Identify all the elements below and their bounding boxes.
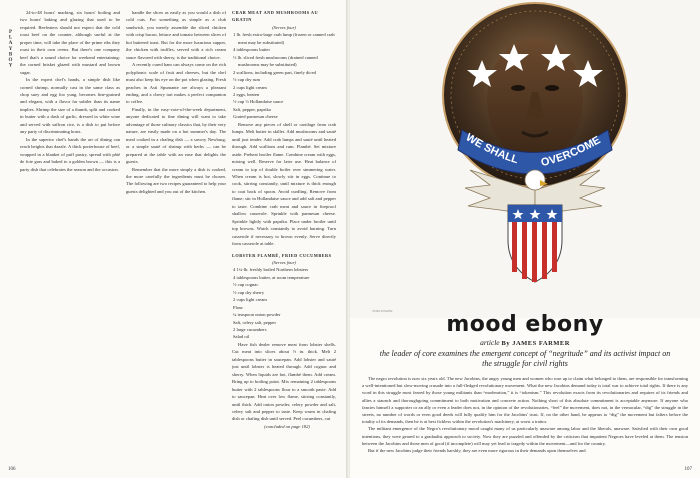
- ingredient: ½ cup dry rum: [233, 77, 261, 83]
- recipe-method: Remove any pieces of shell or cartilage from crab lumps. Melt butter in skillet. Add mushrooms and sauté until just tender. Add crab lumps and sauté until heated through. Add scallions and rum. Flambé. Set mixture aside. Preheat broiler flame. Combine cream with eggs, mixing well. Reserve for later use. Heat balance of cream to top of double boiler over simmering water. When cream is hot, slowly stir in eggs. Continue to cook, stirring constantly, until mixture is thick enough to coat back of spoon. Avoid curdling. Remove from flame; stir in Hollandaise sauce and add salt and pepper to taste. Combine crab meat and sauce in fireproof shallow casserole. Sprinkle with parmesan cheese. Sprinkle lightly with paprika. Place under broiler until top browns. Watch constantly to avoid burning. Turn casserole if necessary to brown evenly. Serve directly from casserole at table.: [232, 121, 336, 247]
- magazine-side-label: PLAYBOY: [8, 30, 13, 70]
- paragraph: In the expert chef's hands, a simple dish like corned shrimp, normally cast in the same class as chop suey and egg foo yung, becomes fine-grained and elegant, with a flavor far subtler than its name implies. Shrimp the size of a thumb, split and cooked in butter with a dash of garlic, dressed in white wine and served with saffron rice, is a dish to put before any party of discriminating hosts.: [20, 77, 120, 135]
- recipe-method: Have fish dealer remove meat from lobster shells. Cut meat into slices about ½ in. thick. Melt 2 tablespoons butter in saucepan. Add lobster and sauté just until lobster is heated through. Add cognac and sherry. When liquids are hot, flambé them. Add cream. Bring up to boiling point. Mix remaining 2 tablespoons butter with 2 tablespoons flour to a smooth paste. Add to saucepan. Heat over low flame, stirring constantly, until thick. Add onion powder, celery powder and salt, celery salt and pepper to taste. Keep warm in chafing dish or chafing dish until served. Peel cucumbers, cut: [232, 341, 336, 422]
- paragraph: The negro revolution is now six years old. The new Jacobins, the angry young men and women who rose up to claim what belonged to them, are responsible for transforming a well-intentioned but slow-moving crusade into a full-fledged revolutionary movement. What the new Jacobins demand today is total war to achieve total rights. If there is any word in this struggle most feared by those young militants than “moderation,” it is “tokenism.” This revolution exacts from its revolutionaries and requires of its friends and allies a staunch and thoroughgoing commitment to both motivation and concrete action. Nothing short of this absolute commitment is acceptable anymore. If anyone who fancies himself a supporter or an ally or even a leader does not, in the opinion of the revolutionaries, “feel” the movement, does not, in the vernacular, “dig” the struggle in the streets, no number of words or even good deeds will fully qualify him for the Jacobins' trust. If, on the other hand, he appears to “dig” the movement but falters before the totality of its demands, then he is at best fickless within the revolution's machinery, at worst a traitor.: [362, 376, 688, 425]
- paragraph: handle the slices as easily as you would a dish of cold cuts. For something as simple as a club sandwich, you merely assemble the sliced chicken with crisp bacon, lettuce and tomato between slices of hot buttered toast. But for the more luxurious supper, the chicken with truffles, served with a rich cream sauce flavored with sherry, is the traditional choice.: [126, 10, 226, 60]
- paragraph: 24-to-48 hours' marking, six hours' boiling and two hours' baking and glazing that used to be required. Beefeaters should not expect that the cold roast beef on the counter, although useful at the proper time, will take the place of the prime ribs they roast in their own ovens. But there's one company beef that's a sound choice for weekend entertaining: the corned brisket glazed with mustard and brown sugar.: [20, 10, 120, 75]
- ingredient: Salad oil: [233, 334, 250, 340]
- paragraph: In the superior chef's hands the art of dining can reach heights that dazzle. A thick porterhouse of beef, wrapped in a blanket of puff pastry, spread with pâté de foie gras and baked to a golden brown — this is a party dish that celebrates the season and the occasion.: [20, 136, 120, 172]
- ingredient: 4 1¼-lb. freshly boiled Northern lobsters: [233, 267, 309, 273]
- ingredient: 2 eggs, beaten: [233, 91, 260, 97]
- recipe-title: CRAB MEAT AND MUSHROOMS AU GRATIN: [232, 10, 319, 23]
- byline-prefix: article: [480, 338, 500, 347]
- ingredient: ½ cup dry sherry: [233, 289, 265, 295]
- paragraph: Finally, in the easy-vote-of-the-week department, anyone dedicated to fine dining will want to take advantage of those culinary classics that, by their very nature, are easily made on a hot summer's day. The meal cooked in a chafing dish — a savory Newburg, or a simple sauté of shrimp with herbs — can be prepared at the table with an ease that delights the guests.: [126, 106, 226, 165]
- shield-icon: [508, 205, 562, 282]
- ingredient: Flour: [233, 304, 243, 310]
- ingredient: 2 large cucumbers: [233, 327, 267, 333]
- page-number-right: 107: [684, 467, 692, 472]
- article-column-2: [126, 9, 226, 457]
- illustration-credit: TOM UNGER: [372, 309, 393, 313]
- ingredient: Salt, celery salt, pepper: [233, 319, 276, 325]
- article-dek: the leader of core examines the emergent concept of “negritude” and its activist impact on the struggle for civil rights: [379, 349, 671, 368]
- paragraph: Remember that the more simply a dish is cooked, the more carefully the ingredients must be chosen. The following are two recipes guaranteed to help your guests delighted and you out of the kitchen.: [126, 166, 226, 194]
- eye-right: [545, 85, 559, 91]
- illustration: [350, 0, 700, 318]
- recipe-title: LOBSTER FLAMBÉ, FRIED CUCUMBERS: [232, 252, 332, 258]
- page-number-left: 106: [8, 467, 16, 472]
- ingredient: ½ cup ½ Hollandaise sauce: [233, 99, 284, 105]
- ingredient: 2 cups light cream: [233, 84, 267, 90]
- ingredient: ½ lb. sliced fresh mushrooms (drained canned mushrooms may be substituted): [233, 54, 318, 68]
- banner-right-text: OVERCOME: [539, 134, 603, 170]
- ingredient: 2 scallions, including green part, finely diced: [233, 69, 316, 75]
- byline: [350, 338, 700, 347]
- ingredient: 4 tablespoons butter: [233, 47, 270, 53]
- ingredient: Salt, pepper, paprika: [233, 106, 271, 112]
- article-body: [362, 375, 688, 468]
- ingredient: 4 tablespoons butter, at room temperature: [233, 274, 310, 280]
- we-shall-overcome-illustration: [350, 0, 700, 318]
- byline-author: By JAMES FARMER: [501, 340, 570, 347]
- ingredient: 2 cups light cream: [233, 297, 267, 303]
- article-headline: mood ebony: [446, 312, 604, 337]
- ingredient: Grated parmesan cheese: [233, 114, 278, 120]
- banner-left-text: WE SHALL: [463, 131, 520, 167]
- paragraph: But if the new Jacobins judge their friends harshly, they are even more rigorous in their demands upon themselves and: [368, 448, 586, 454]
- recipe-column: [232, 9, 336, 469]
- ingredient: ½ cup cognac: [233, 282, 259, 288]
- eye-left: [511, 85, 525, 91]
- recipe-serves: (Serves four): [272, 259, 296, 265]
- ingredient: 1 lb. fresh extra-large crab lump (frozen or canned crab meat may be substituted): [233, 32, 335, 45]
- paragraph: The militant emergence of the Negro's revolutionary mood caught many of us particularly unaware among labor and the liberals, unaware. Satisfied with their own good intentions, they were geared to a gradualist approach to society. Now they are puzzled and offended by the criticism that impatient Negroes have leveled at them. The tension between the Jacobins and those men of good (if incomplete) will may yet lead to tragedy within the movement—and for the country.: [362, 426, 688, 446]
- recipe-serves: (Serves four): [272, 24, 296, 30]
- paragraph: A recently cured ham can always come on the rich polyphonic scale of fruit and cheeses, but the chef must also keep his eye on the pot when glazing. Fresh peaches in Asti Spumante are always a pleasant ending, and a cherry tart makes a perfect companion to coffee.: [126, 62, 226, 105]
- continued-note: (concluded on page 182): [264, 423, 310, 429]
- ingredient: ¼ teaspoon onion powder: [233, 312, 281, 318]
- eagle-head: [525, 170, 545, 190]
- left-page: [0, 0, 347, 478]
- article-column-1: [20, 9, 120, 457]
